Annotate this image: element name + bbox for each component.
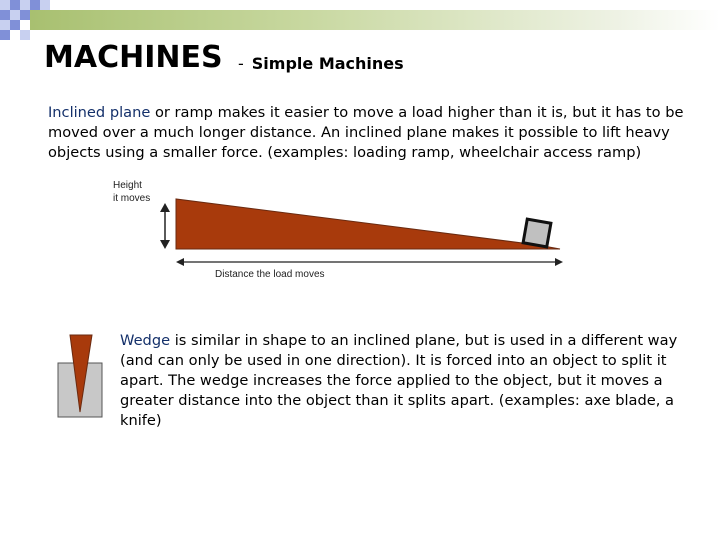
height-label-line2: it moves <box>113 193 151 204</box>
page-title: MACHINES <box>44 40 223 75</box>
wedge-term: Wedge <box>120 332 171 349</box>
height-label-line1: Height <box>113 180 142 191</box>
subtitle-dash: - <box>238 54 244 73</box>
distance-arrow <box>176 258 563 266</box>
height-arrow <box>160 203 170 249</box>
distance-label: Distance the load moves <box>215 269 325 280</box>
inclined-plane-text: or ramp makes it easier to move a load higher than it is, but it has to be moved over a much longer distance. An inclined plane makes it possible to lift heavy objects using a smaller force. (examples: loading ramp, wheelchair access ramp) <box>48 104 684 161</box>
wedge-paragraph <box>120 331 680 431</box>
ramp-shape <box>176 199 560 249</box>
subtitle-text: Simple Machines <box>251 54 404 73</box>
wedge-text: is similar in shape to an inclined plane, but is used in a different way (and can only be used in one direction). It is forced into an object to split it apart. The wedge increases the force applied to the object, but it moves a greater distance into the object than it splits apart. (examples: axe blade, a knife) <box>120 332 678 429</box>
inclined-plane-term: Inclined plane <box>48 104 151 121</box>
load-block <box>523 219 551 247</box>
